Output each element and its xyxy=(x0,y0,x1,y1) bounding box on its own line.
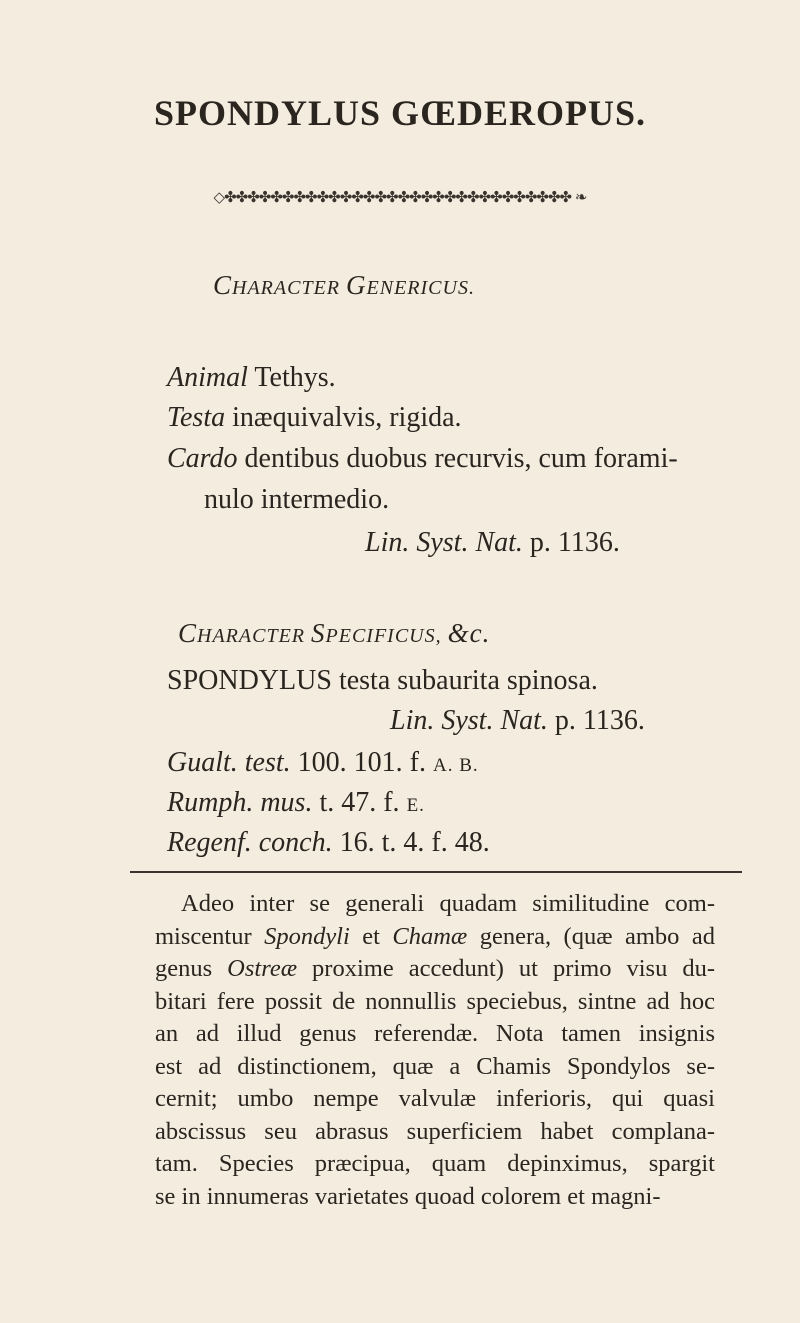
rumph-reference-line: Rumph. mus. t. 47. f. E. xyxy=(167,787,425,818)
paragraph-line-10: se in innumeras varietates quoad colorem et magni- xyxy=(155,1182,661,1210)
paragraph-line-9: tam. Species præcipua, quam depinximus, spargit xyxy=(155,1150,715,1177)
animal-line: Animal Tethys. xyxy=(167,362,336,393)
paragraph-line-6: est ad distinctionem, quæ a Chamis Spondylos se- xyxy=(155,1052,715,1080)
paragraph-line-2: miscentur Spondyli et Chamæ genera, (quæ ambo ad xyxy=(155,922,715,950)
testa-line: Testa inæquivalvis, rigida. xyxy=(167,402,462,433)
character-genericus-heading: CHARACTER GENERICUS. xyxy=(213,270,475,300)
paragraph-line-8: abscissus seu abrasus superficiem habet complana- xyxy=(155,1117,715,1145)
species-description-line: SPONDYLUS testa subaurita spinosa. xyxy=(167,665,598,696)
cardo-line: Cardo dentibus duobus recurvis, cum forami- xyxy=(167,443,678,474)
generic-reference-line: Lin. Syst. Nat. p. 1136. xyxy=(365,527,620,558)
character-specificus-heading: CHARACTER SPECIFICUS, &c. xyxy=(178,618,491,648)
page-title: SPONDYLUS GŒDEROPUS. xyxy=(153,93,647,133)
gualt-reference-line: Gualt. test. 100. 101. f. A. B. xyxy=(167,747,479,778)
paragraph-line-7: cernit; umbo nempe valvulæ inferioris, qui quasi xyxy=(155,1085,715,1112)
paragraph-line-4: bitari fere possit de nonnullis speciebus, sintne ad hoc xyxy=(155,987,715,1015)
decorative-ornament-row: ◇✤✤✤✤✤✤✤✤✤✤✤✤✤✤✤✤✤✤✤✤✤✤✤✤✤✤✤✤✤✤ ❧ xyxy=(213,188,587,206)
paragraph-line-3: genus Ostreæ proxime accedunt) ut primo visu du- xyxy=(155,955,715,982)
body-paragraph xyxy=(155,888,715,1213)
regenf-reference-line: Regenf. conch. 16. t. 4. f. 48. xyxy=(167,827,490,858)
paragraph-line-1: Adeo inter se generali quadam similitudine com- xyxy=(181,890,715,917)
cardo-continuation-line: nulo intermedio. xyxy=(204,484,390,515)
section-divider-rule xyxy=(130,871,742,873)
specific-reference-line: Lin. Syst. Nat. p. 1136. xyxy=(390,705,645,736)
paragraph-line-5: an ad illud genus referendæ. Nota tamen insignis xyxy=(155,1020,715,1047)
